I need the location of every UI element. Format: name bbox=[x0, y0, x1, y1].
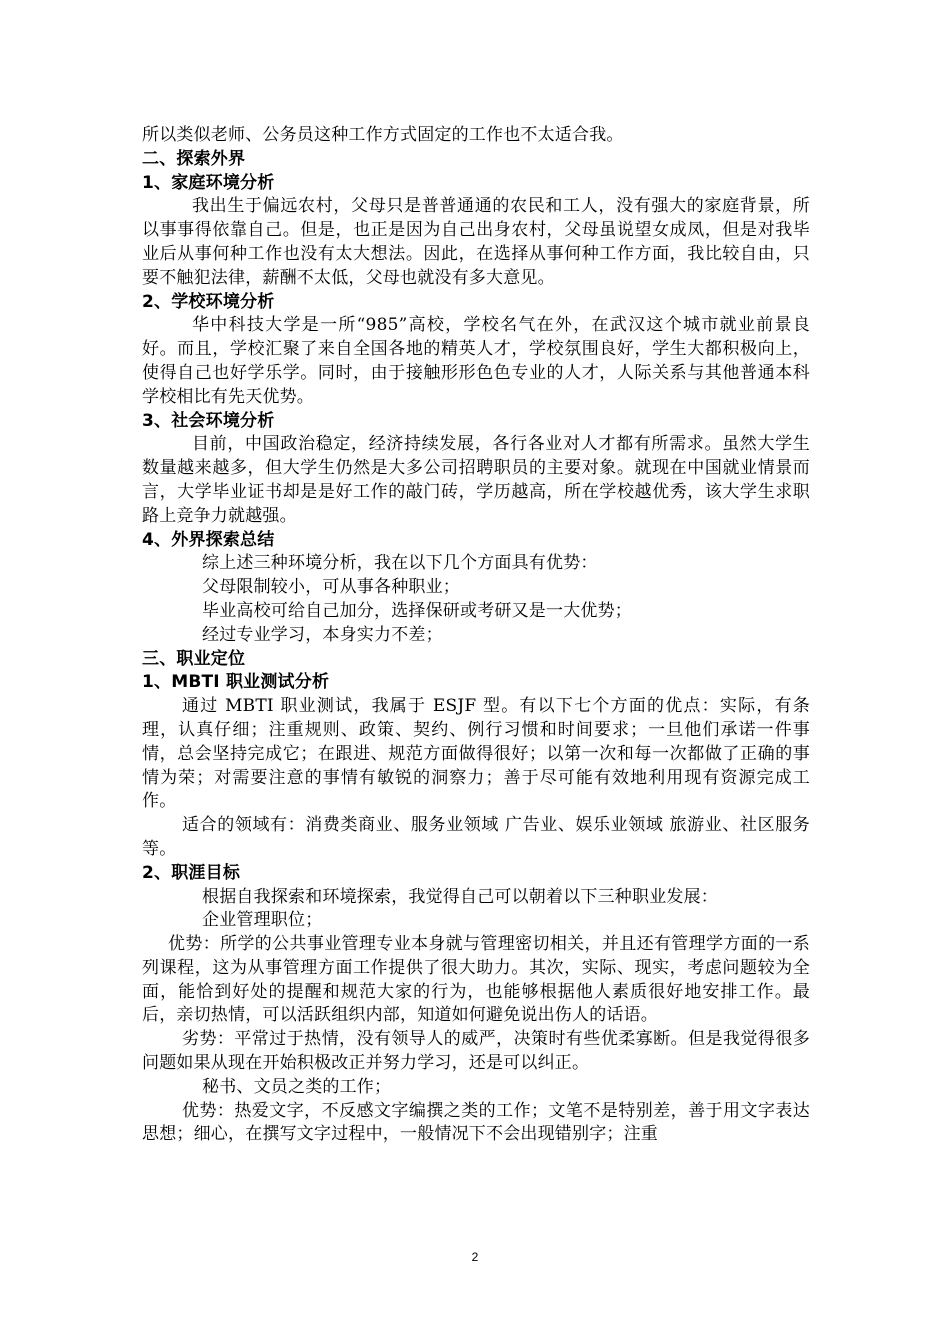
body-paragraph: 适合的领域有：消费类商业、服务业领域 广告业、娱乐业领域 旅游业、社区服务等。 bbox=[142, 815, 810, 859]
subsection-heading: 1、MBTI 职业测试分析 bbox=[142, 672, 330, 693]
list-item: 经过专业学习，本身实力不差； bbox=[202, 624, 443, 645]
subsection-heading: 1、家庭环境分析 bbox=[142, 172, 275, 193]
page-number: 2 bbox=[471, 1250, 479, 1264]
list-item: 企业管理职位； bbox=[202, 910, 323, 931]
list-item: 毕业高校可给自己加分，选择保研或考研又是一大优势； bbox=[202, 600, 632, 621]
subsection-heading: 4、外界探索总结 bbox=[142, 529, 275, 550]
document-body bbox=[142, 124, 810, 1147]
body-paragraph: 劣势：平常过于热情，没有领导人的威严，决策时有些优柔寡断。但是我觉得很多问题如果从现在开始积极改正并努力学习，还是可以纠正。 bbox=[142, 1029, 810, 1074]
section-heading: 三、职业定位 bbox=[142, 648, 246, 669]
section-heading: 二、探索外界 bbox=[142, 148, 246, 169]
body-paragraph: 目前，中国政治稳定，经济持续发展，各行各业对人才都有所需求。虽然大学生数量越来越多，但大学生仍然是大多公司招聘职员的主要对象。就现在中国就业情景而言，大学毕业证书却是是好工作的敲门砖，学历越高，所在学校越优秀，该大学生求职路上竞争力就越强。 bbox=[142, 434, 810, 526]
list-item: 父母限制较小，可从事各种职业； bbox=[202, 577, 460, 598]
subsection-heading: 3、社会环境分析 bbox=[142, 410, 275, 431]
body-paragraph: 我出生于偏远农村，父母只是普普通通的农民和工人，没有强大的家庭背景，所以事事得依靠自己。但是，也正是因为自己出身农村，父母虽说望女成凤，但是对我毕业后从事何种工作也没有太大想法。因此，在选择从事何种工作方面，我比较自由，只要不触犯法律，薪酬不太低，父母也就没有多大意见。 bbox=[142, 196, 810, 288]
body-paragraph: 优势：热爱文字，不反感文字编撰之类的工作；文笔不是特别差，善于用文字表达思想；细心，在撰写文字过程中，一般情况下不会出现错别字；注重 bbox=[142, 1100, 810, 1145]
body-paragraph: 所以类似老师、公务员这种工作方式固定的工作也不太适合我。 bbox=[142, 125, 624, 145]
body-paragraph: 综上述三种环境分析，我在以下几个方面具有优势： bbox=[202, 553, 598, 574]
subsection-heading: 2、职涯目标 bbox=[142, 862, 241, 883]
body-paragraph: 通过 MBTI 职业测试，我属于 ESJF 型。有以下七个方面的优点：实际，有条理，认真仔细；注重规则、政策、契约、例行习惯和时间要求；一旦他们承诺一件事情，总会坚持完成它；在跟进、规范方面做得很好；以第一次和每一次都做了正确的事情为荣；对需要注意的事情有敏锐的洞察力；善于尽可能有效地利用现有资源完成工作。 bbox=[142, 696, 810, 812]
body-paragraph: 华中科技大学是一所“985”高校，学校名气在外，在武汉这个城市就业前景良好。而且，学校汇聚了来自全国各地的精英人才，学校氛围良好，学生大都积极向上，使得自己也好学乐学。同时，由于接触形形色色专业的人才，人际关系与其他普通本科学校相比有先天优势。 bbox=[142, 315, 810, 407]
list-item: 秘书、文员之类的工作； bbox=[202, 1076, 392, 1097]
body-paragraph: 优势：所学的公共事业管理专业本身就与管理密切相关，并且还有管理学方面的一系列课程，这为从事管理方面工作提供了很大助力。其次，实际、现实，考虑问题较为全面，能恰到好处的提醒和规范大家的行为，也能够根据他人素质很好地安排工作。最后，亲切热情，可以活跃组织内部，知道如何避免说出伤人的话语。 bbox=[142, 934, 810, 1026]
body-paragraph: 根据自我探索和环境探索，我觉得自己可以朝着以下三种职业发展： bbox=[202, 886, 718, 907]
subsection-heading: 2、学校环境分析 bbox=[142, 291, 275, 312]
